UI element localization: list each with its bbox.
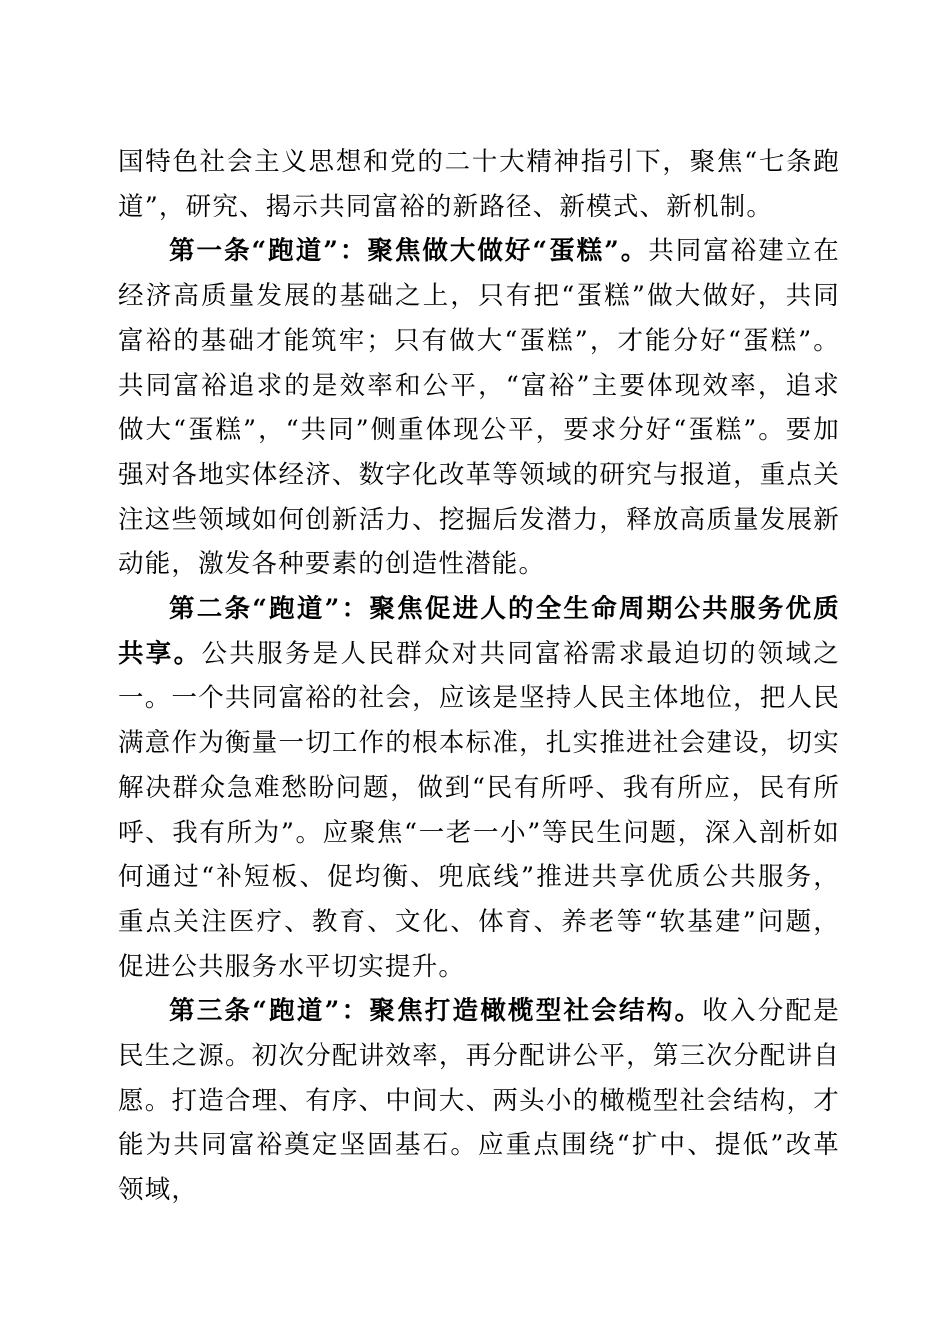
paragraph-runway-3 [118, 989, 840, 1213]
paragraph-body: 公共服务是人民群众对共同富裕需求最迫切的领域之一。一个共同富裕的社会，应该是坚持人民主体地位，把人民满意作为衡量一切工作的根本标准，扎实推进社会建设，切实解决群众急难愁盼问题，做到“民有所呼、我有所应，民有所呼、我有所为”。应聚焦“一老一小”等民生问题，深入剖析如何通过“补短板、促均衡、兜底线”推进共享优质公共服务，重点关注医疗、教育、文化、体育、养老等“软基建”问题，促进公共服务水平切实提升。 [118, 638, 840, 982]
paragraph-body: 国特色社会主义思想和党的二十大精神指引下，聚焦“七条跑道”，研究、揭示共同富裕的新路径、新模式、新机制。 [118, 147, 840, 222]
paragraph-body: 共同富裕建立在经济高质量发展的基础之上，只有把“蛋糕”做大做好，共同富裕的基础才能筑牢；只有做大“蛋糕”，才能分好“蛋糕”。共同富裕追求的是效率和公平，“富裕”主要体现效率，追求做大“蛋糕”，“共同”侧重体现公平，要求分好“蛋糕”。要加强对各地实体经济、数字化改革等领域的研究与报道，重点关注这些领域如何创新活力、挖掘后发潜力，释放高质量发展新动能，激发各种要素的创造性潜能。 [118, 236, 840, 580]
paragraph-heading: 第一条“跑道”：聚焦做大做好“蛋糕”。 [169, 236, 649, 267]
paragraph-heading: 第二条“跑道”：聚焦促进人的全生命周期公共服务优质共享。 [118, 594, 840, 669]
paragraph-runway-1 [118, 229, 840, 587]
document-page [118, 140, 840, 1213]
paragraph-runway-2 [118, 587, 840, 989]
paragraph-heading: 第三条“跑道”：聚焦打造橄榄型社会结构。 [169, 996, 703, 1027]
paragraph-body: 收入分配是民生之源。初次分配讲效率，再分配讲公平，第三次分配讲自愿。打造合理、有序、中间大、两头小的橄榄型社会结构，才能为共同富裕奠定坚固基石。应重点围绕“扩中、提低”改革领域， [118, 996, 840, 1206]
paragraph-intro-continued [118, 140, 840, 229]
